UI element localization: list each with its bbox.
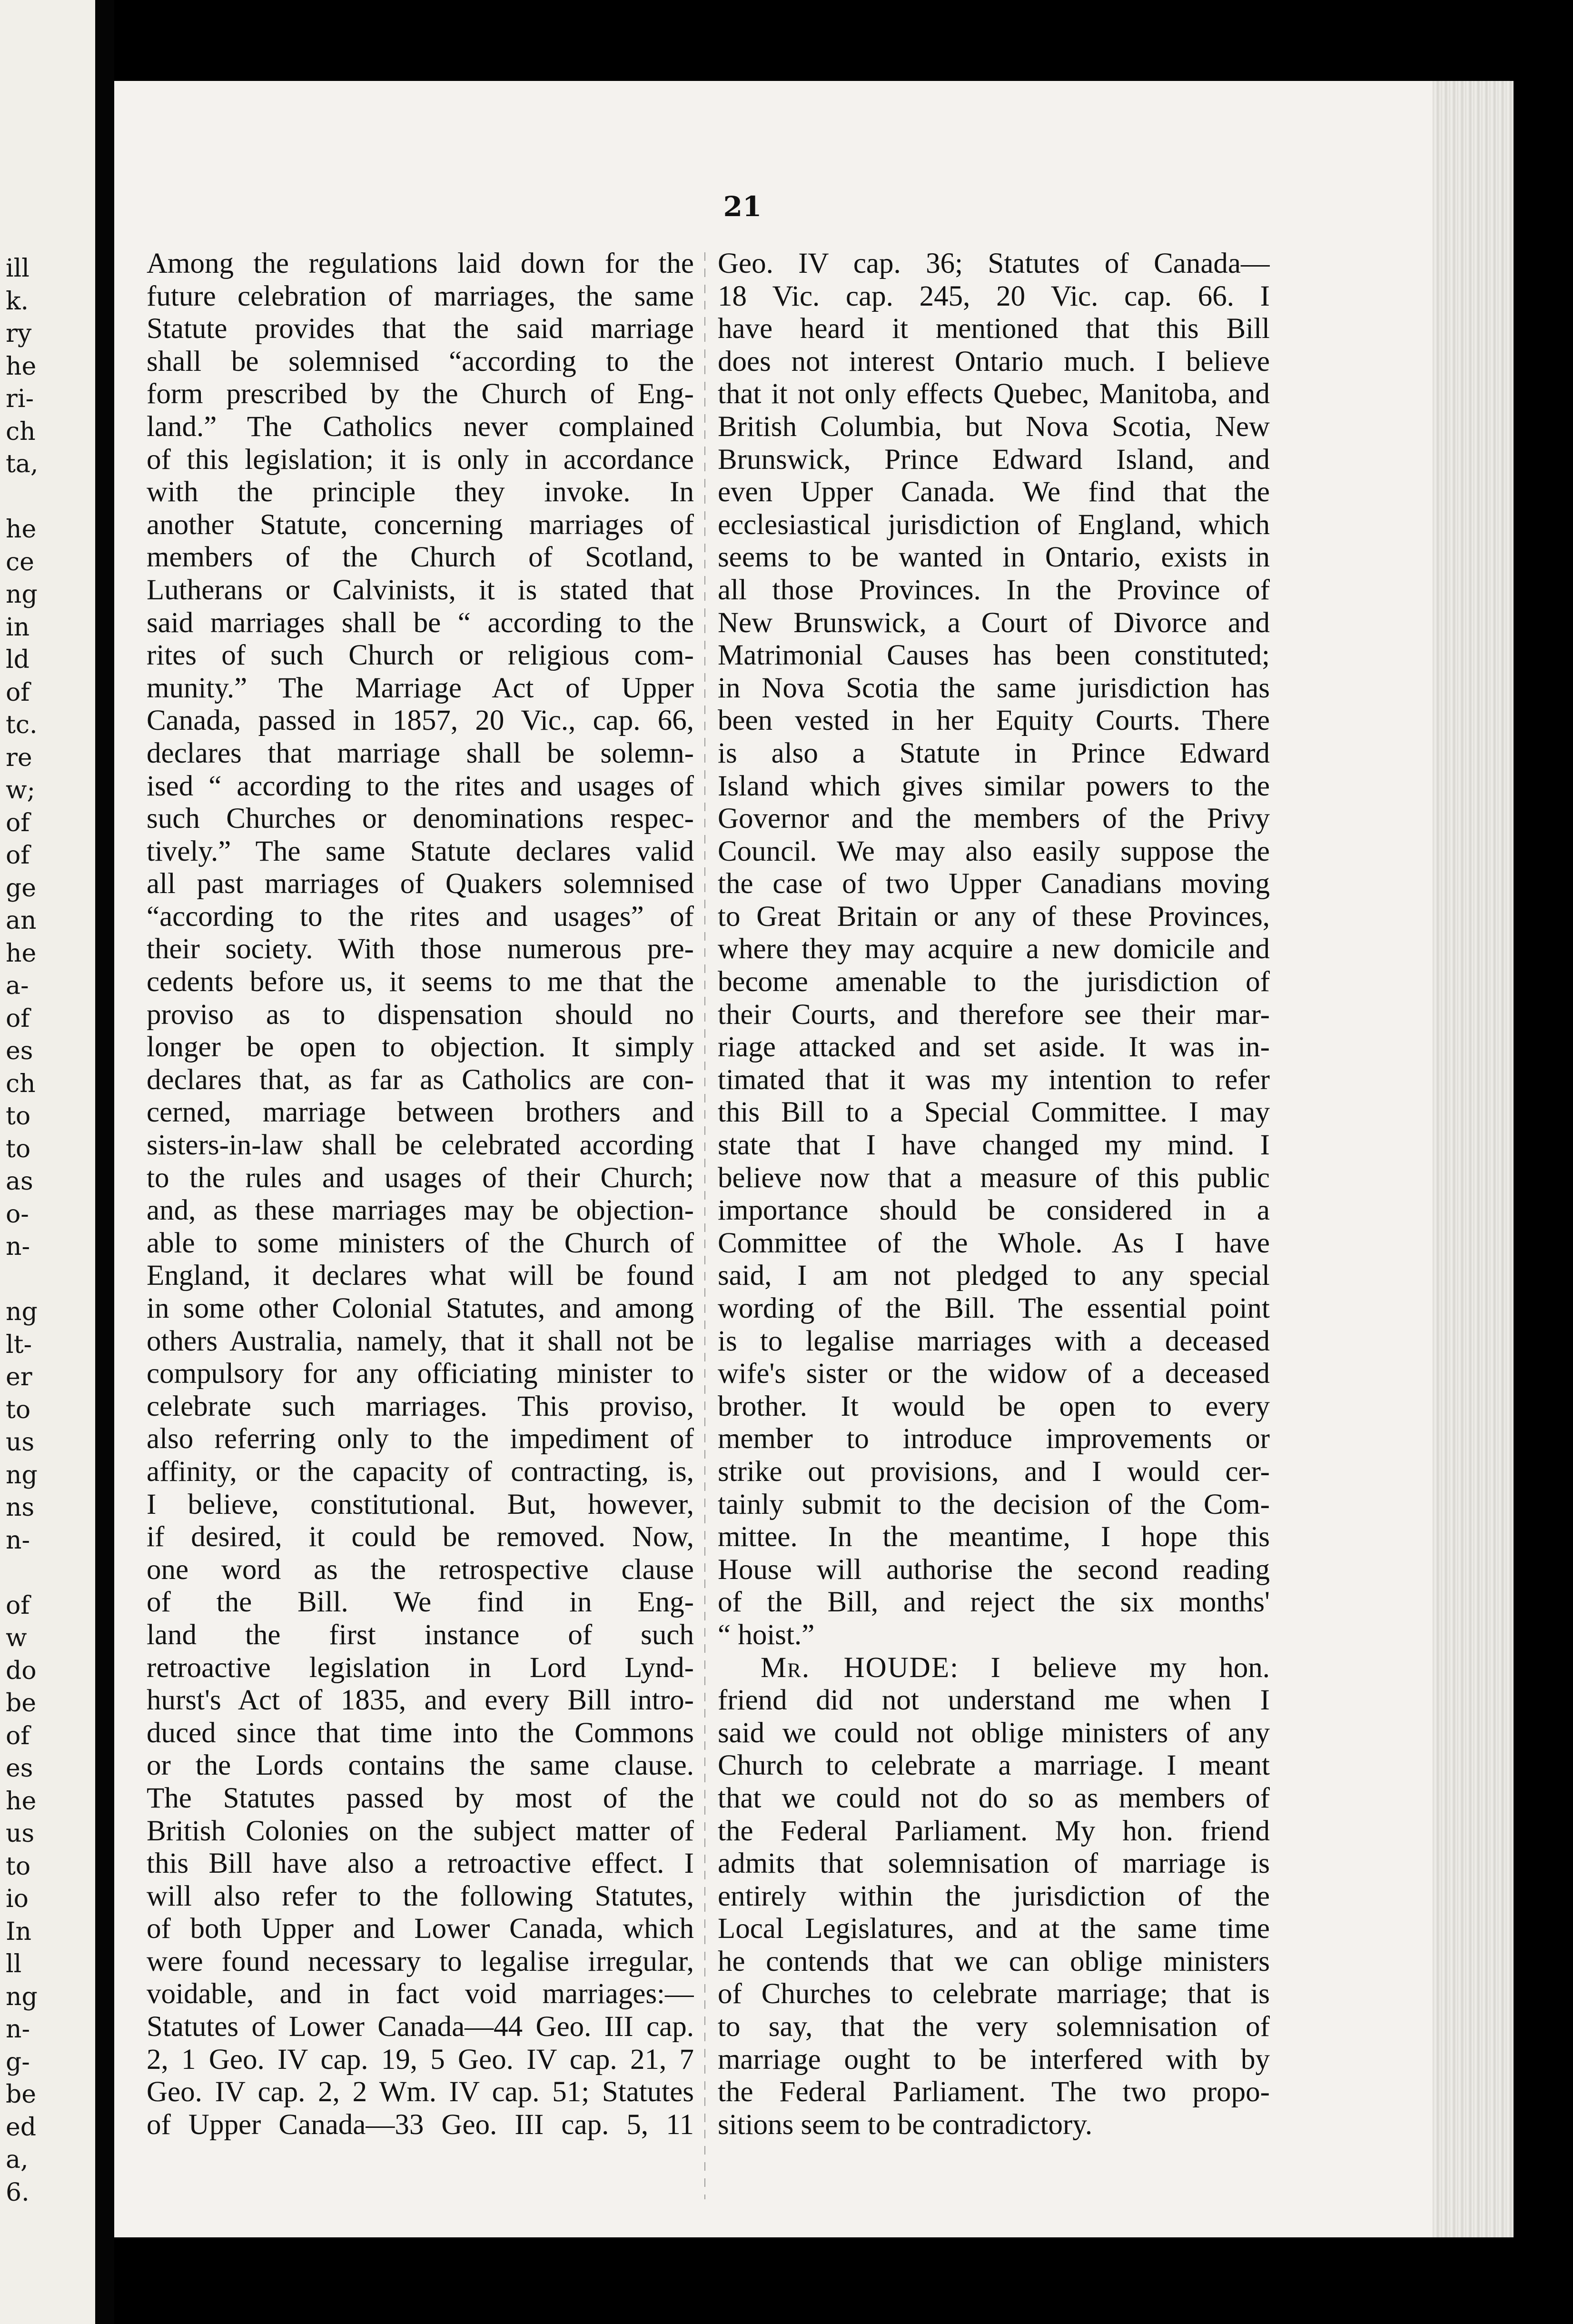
- speech-first-line: [718, 1652, 1270, 1685]
- previous-page-fragment: be: [6, 2080, 37, 2109]
- previous-page-fragment: a,: [6, 2145, 29, 2174]
- previous-page-fragment: 6.: [6, 2178, 30, 2207]
- text-line: compulsory for any officiating minister to: [147, 1358, 694, 1390]
- previous-page-fragment: [6, 1557, 91, 1589]
- text-line: proviso as to dispensation should no: [147, 998, 694, 1031]
- previous-page-fragment: er: [6, 1363, 32, 1391]
- text-line: importance should be considered in a: [718, 1194, 1270, 1227]
- text-line: of both Upper and Lower Canada, which: [147, 1913, 694, 1945]
- previous-page-fragment: a-: [6, 972, 29, 1000]
- previous-page-fragment: ill: [6, 254, 30, 283]
- text-line: even Upper Canada. We find that the: [718, 476, 1270, 508]
- text-line: he contends that we can oblige ministers: [718, 1945, 1270, 1977]
- previous-page-fragments: [6, 252, 91, 2209]
- text-line: Island which gives similar powers to the: [718, 770, 1270, 802]
- previous-page-fragment: in: [6, 613, 30, 642]
- text-line: Council. We may also easily suppose the: [718, 835, 1270, 867]
- text-line: one word as the retrospective clause: [147, 1553, 694, 1586]
- previous-page-fragment: ce: [6, 547, 34, 576]
- text-line: of the Bill. We find in Eng-: [147, 1586, 694, 1619]
- previous-page-fragment: us: [6, 1428, 35, 1457]
- text-line: does not interest Ontario much. I believe: [718, 345, 1270, 377]
- text-line: of Upper Canada—33 Geo. III cap. 5, 11: [147, 2108, 694, 2141]
- text-line: Local Legislatures, and at the same time: [718, 1913, 1270, 1945]
- text-line: that it not only effects Quebec, Manitoba, and: [718, 378, 1270, 410]
- text-line: England, it declares what will be found: [147, 1260, 694, 1292]
- text-line: to Great Britain or any of these Provinces,: [718, 900, 1270, 933]
- text-line: brother. It would be open to every: [718, 1390, 1270, 1422]
- text-line: duced since that time into the Commons: [147, 1717, 694, 1749]
- text-line: of this legislation; it is only in accordance: [147, 443, 694, 476]
- text-line: if desired, it could be removed. Now,: [147, 1521, 694, 1553]
- previous-page-fragment: ng: [6, 1982, 38, 2011]
- text-line: and, as these marriages may be objection-: [147, 1194, 694, 1227]
- previous-page-fragment: of: [6, 808, 30, 837]
- text-line: friend did not understand me when I: [718, 1684, 1270, 1717]
- previous-page-fragment: of: [6, 1721, 30, 1750]
- previous-page-fragment: to: [6, 1852, 31, 1881]
- previous-page-fragment: re: [6, 743, 32, 772]
- text-line: 18 Vic. cap. 245, 20 Vic. cap. 66. I: [718, 280, 1270, 312]
- speaker-name: Mr. HOUDE: [761, 1651, 950, 1684]
- text-line: tainly submit to the decision of the Com-: [718, 1488, 1270, 1520]
- text-line: strike out provisions, and I would cer-: [718, 1455, 1270, 1488]
- previous-page-fragment: k.: [6, 287, 29, 316]
- text-line: Church to celebrate a marriage. I meant: [718, 1749, 1270, 1782]
- text-line: in some other Colonial Statutes, and among: [147, 1292, 694, 1324]
- text-line: become amenable to the jurisdiction of: [718, 966, 1270, 998]
- previous-page-fragment: ed: [6, 2113, 37, 2142]
- text-line: 2, 1 Geo. IV cap. 19, 5 Geo. IV cap. 21, 7: [147, 2043, 694, 2076]
- text-line: their society. With those numerous pre-: [147, 933, 694, 965]
- text-line: hurst's Act of 1835, and every Bill intro-: [147, 1684, 694, 1717]
- text-line: all past marriages of Quakers solemnised: [147, 868, 694, 900]
- text-line: wife's sister or the widow of a deceased: [718, 1358, 1270, 1390]
- binding-gutter: [95, 0, 114, 2324]
- text-line: “ hoist.”: [718, 1619, 815, 1651]
- text-line: were found necessary to legalise irregular,: [147, 1945, 694, 1977]
- previous-page-fragment: w;: [6, 776, 36, 804]
- text-line: affinity, or the capacity of contracting, is,: [147, 1455, 694, 1488]
- text-line: Statutes of Lower Canada—44 Geo. III cap.: [147, 2011, 694, 2043]
- previous-page-fragment: ld: [6, 646, 30, 674]
- text-line: this Bill to a Special Committee. I may: [718, 1096, 1270, 1129]
- previous-page-fragment: be: [6, 1689, 37, 1718]
- text-line: Statute provides that the said marriage: [147, 313, 694, 345]
- text-line: said, I am not pledged to any special: [718, 1260, 1270, 1292]
- page-edge-stack: [1433, 81, 1514, 2237]
- text-line: members of the Church of Scotland,: [147, 541, 694, 574]
- text-line: all those Provinces. In the Province of: [718, 574, 1270, 606]
- text-line: of Churches to celebrate marriage; that is: [718, 1978, 1270, 2010]
- text-line: member to introduce improvements or: [718, 1423, 1270, 1455]
- text-line: sitions seem to be contradictory.: [718, 2108, 1093, 2141]
- previous-page-fragment: to: [6, 1395, 31, 1424]
- text-line: that we could not do so as members of: [718, 1782, 1270, 1814]
- page: [114, 81, 1514, 2237]
- text-line: Geo. IV cap. 2, 2 Wm. IV cap. 51; Statutes: [147, 2076, 694, 2108]
- text-line: House will authorise the second reading: [718, 1553, 1270, 1586]
- previous-page-fragment: to: [6, 1134, 31, 1163]
- previous-page-fragment: o-: [6, 1200, 29, 1229]
- text-line: riage attacked and set aside. It was in-: [718, 1031, 1270, 1063]
- text-line: such Churches or denominations respec-: [147, 803, 694, 835]
- text-line: said we could not oblige ministers of any: [718, 1717, 1270, 1749]
- text-line: in Nova Scotia the same jurisdiction has: [718, 672, 1270, 704]
- previous-page-fragment: n-: [6, 1232, 30, 1261]
- text-line: where they may acquire a new domicile and: [718, 933, 1270, 965]
- previous-page-fragment: In: [6, 1917, 32, 1946]
- text-line: tively.” The same Statute declares valid: [147, 835, 694, 867]
- text-line: marriage ought to be interfered with by: [718, 2043, 1270, 2076]
- text-line: longer be open to objection. It simply: [147, 1031, 694, 1063]
- previous-page-fragment: [6, 1263, 91, 1296]
- previous-page-fragment: ri-: [6, 385, 34, 413]
- text-line: Committee of the Whole. As I have: [718, 1227, 1270, 1259]
- previous-page-fragment: ch: [6, 1069, 36, 1098]
- text-line: shall be solemnised “according to the: [147, 345, 694, 377]
- text-line: British Colonies on the subject matter of: [147, 1815, 694, 1847]
- text-line: the case of two Upper Canadians moving: [718, 868, 1270, 900]
- text-line: retroactive legislation in Lord Lynd-: [147, 1651, 694, 1684]
- previous-page-fragment: of: [6, 1591, 30, 1620]
- left-column: [147, 248, 694, 2141]
- previous-page-fragment: of: [6, 841, 30, 870]
- text-line: with the principle they invoke. In: [147, 476, 694, 508]
- previous-page-fragment: he: [6, 515, 37, 544]
- previous-page-fragment: ns: [6, 1493, 35, 1522]
- previous-page-fragment: lt-: [6, 1330, 32, 1359]
- text-line: rites of such Church or religious com-: [147, 639, 694, 672]
- text-line: land the first instance of such: [147, 1619, 694, 1651]
- text-line: Governor and the members of the Privy: [718, 803, 1270, 835]
- text-line: ecclesiastical jurisdiction of England, which: [718, 508, 1270, 541]
- text-line: Lutherans or Calvinists, it is stated that: [147, 574, 694, 606]
- text-line: to say, that the very solemnisation of: [718, 2011, 1270, 2043]
- text-line: others Australia, namely, that it shall not be: [147, 1325, 694, 1357]
- text-line: ised “ according to the rites and usages of: [147, 770, 694, 802]
- previous-page-fragment: he: [6, 939, 37, 968]
- previous-page-fragment: do: [6, 1656, 37, 1685]
- previous-page-fragment: es: [6, 1754, 33, 1783]
- text-line: admits that solemnisation of marriage is: [718, 1847, 1270, 1880]
- text-line: of the Bill, and reject the six months': [718, 1586, 1270, 1619]
- speech-text: : I believe my hon.: [950, 1651, 1270, 1684]
- previous-page-fragment: he: [6, 1787, 37, 1816]
- text-line: munity.” The Marriage Act of Upper: [147, 672, 694, 704]
- previous-page-fragment: of: [6, 1004, 30, 1033]
- text-line: form prescribed by the Church of Eng-: [147, 378, 694, 410]
- text-line: sisters-in-law shall be celebrated according: [147, 1129, 694, 1162]
- previous-page-fragment: us: [6, 1819, 35, 1848]
- previous-page-fragment: ng: [6, 1298, 38, 1326]
- previous-page-fragment: ry: [6, 319, 32, 348]
- previous-page-fragment: tc.: [6, 711, 38, 739]
- previous-page-fragment: n-: [6, 1526, 30, 1555]
- text-line: declares that, as far as Catholics are con-: [147, 1063, 694, 1096]
- previous-page-fragment: io: [6, 1885, 29, 1913]
- text-line: or the Lords contains the same clause.: [147, 1749, 694, 1782]
- previous-page-fragment: [6, 481, 91, 514]
- text-line: mittee. In the meantime, I hope this: [718, 1521, 1270, 1553]
- text-line: will also refer to the following Statutes,: [147, 1880, 694, 1912]
- text-line: to the rules and usages of their Church;: [147, 1162, 694, 1194]
- previous-page-fragment: of: [6, 678, 30, 707]
- previous-page-fragment: ng: [6, 1460, 38, 1490]
- previous-page-fragment: ll: [6, 1950, 22, 1978]
- text-line: able to some ministers of the Church of: [147, 1227, 694, 1259]
- text-line: Among the regulations laid down for the: [147, 248, 694, 279]
- text-line: Canada, passed in 1857, 20 Vic., cap. 66,: [147, 705, 694, 737]
- text-line: another Statute, concerning marriages of: [147, 508, 694, 541]
- text-line: land.” The Catholics never complained: [147, 410, 694, 443]
- previous-page-fragment: to: [6, 1102, 31, 1131]
- text-line: is also a Statute in Prince Edward: [718, 737, 1270, 769]
- text-line: this Bill have also a retroactive effect. I: [147, 1847, 694, 1880]
- text-line: the Federal Parliament. The two propo-: [718, 2076, 1270, 2108]
- text-line: is to legalise marriages with a deceased: [718, 1325, 1270, 1357]
- text-line: I believe, constitutional. But, however,: [147, 1488, 694, 1520]
- text-line: New Brunswick, a Court of Divorce and: [718, 606, 1270, 639]
- previous-page-fragment: ge: [6, 874, 37, 903]
- text-line: seems to be wanted in Ontario, exists in: [718, 541, 1270, 574]
- previous-page-fragment: g-: [6, 2047, 30, 2076]
- previous-page-fragment: an: [6, 906, 37, 935]
- text-line: have heard it mentioned that this Bill: [718, 313, 1270, 345]
- previous-page-fragment: ng: [6, 580, 38, 609]
- text-line: British Columbia, but Nova Scotia, New: [718, 410, 1270, 443]
- column-divider: [704, 252, 705, 2199]
- text-line: also referring only to the impediment of: [147, 1423, 694, 1455]
- text-line: future celebration of marriages, the same: [147, 280, 694, 312]
- text-line: celebrate such marriages. This proviso,: [147, 1390, 694, 1422]
- page-number: 21: [723, 190, 762, 223]
- text-line: declares that marriage shall be solemn-: [147, 737, 694, 769]
- text-line: Brunswick, Prince Edward Island, and: [718, 443, 1270, 476]
- text-line: said marriages shall be “ according to the: [147, 606, 694, 639]
- right-column: [718, 248, 1270, 2141]
- previous-page-fragment: he: [6, 352, 37, 381]
- text-line: The Statutes passed by most of the: [147, 1782, 694, 1814]
- text-line: Geo. IV cap. 36; Statutes of Canada—: [718, 248, 1270, 279]
- text-line: cedents before us, it seems to me that the: [147, 966, 694, 998]
- previous-page-fragment: es: [6, 1037, 33, 1065]
- text-line: been vested in her Equity Courts. There: [718, 705, 1270, 737]
- text-line: state that I have changed my mind. I: [718, 1129, 1270, 1162]
- text-line: entirely within the jurisdiction of the: [718, 1880, 1270, 1912]
- text-line: their Courts, and therefore see their mar-: [718, 998, 1270, 1031]
- text-line: the Federal Parliament. My hon. friend: [718, 1815, 1270, 1847]
- previous-page-fragment: ch: [6, 417, 36, 446]
- previous-page-fragment: ta,: [6, 450, 39, 478]
- text-line: voidable, and in fact void marriages:—: [147, 1978, 694, 2010]
- previous-page-fragment: as: [6, 1167, 33, 1196]
- text-line: believe now that a measure of this public: [718, 1162, 1270, 1194]
- previous-page-fragment: w: [6, 1624, 27, 1652]
- text-line: timated that it was my intention to refer: [718, 1063, 1270, 1096]
- text-line: wording of the Bill. The essential point: [718, 1292, 1270, 1324]
- previous-page-sliver: [0, 0, 95, 2324]
- text-line: cerned, marriage between brothers and: [147, 1096, 694, 1129]
- text-line: “according to the rites and usages” of: [147, 900, 694, 933]
- previous-page-fragment: n-: [6, 2015, 30, 2044]
- text-line: Matrimonial Causes has been constituted;: [718, 639, 1270, 672]
